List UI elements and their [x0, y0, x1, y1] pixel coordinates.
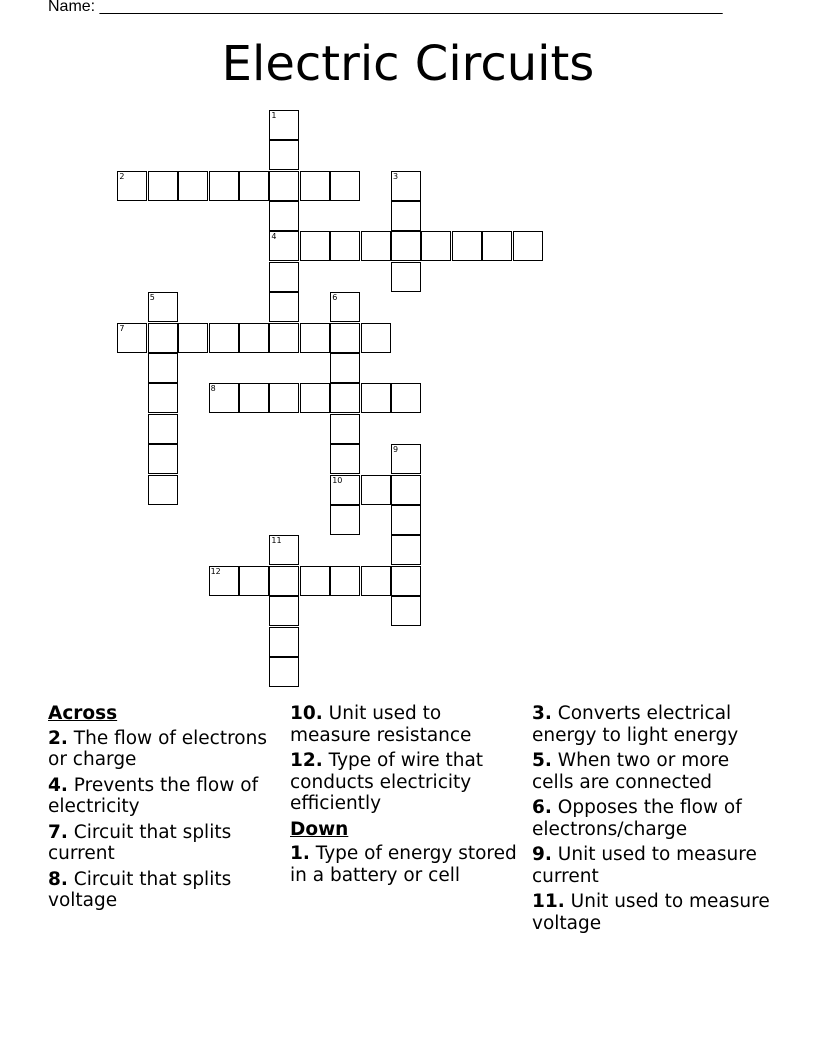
grid-cell[interactable]: [178, 171, 208, 201]
across-clue-10: 10. Unit used to measure resistance: [290, 703, 472, 746]
grid-cell[interactable]: [361, 231, 391, 261]
grid-cell[interactable]: [269, 171, 299, 201]
grid-cell[interactable]: [269, 262, 299, 292]
clue-number: 11: [271, 536, 282, 546]
grid-cell[interactable]: [300, 566, 330, 596]
down-heading: Down: [290, 818, 349, 840]
grid-cell[interactable]: [361, 383, 391, 413]
grid-cell[interactable]: [391, 475, 421, 505]
grid-cell[interactable]: [300, 323, 330, 353]
grid-cell[interactable]: [239, 383, 269, 413]
grid-cell[interactable]: [269, 657, 299, 687]
grid-cell[interactable]: [391, 171, 421, 201]
grid-cell[interactable]: [330, 444, 360, 474]
grid-cell[interactable]: [178, 323, 208, 353]
grid-cell[interactable]: [330, 231, 360, 261]
grid-cell[interactable]: [391, 535, 421, 565]
grid-cell[interactable]: [148, 475, 178, 505]
grid-cell[interactable]: [148, 383, 178, 413]
across-clue-8: 8. Circuit that splits voltage: [48, 868, 232, 911]
grid-cell[interactable]: [330, 383, 360, 413]
grid-cell[interactable]: [148, 444, 178, 474]
grid-cell[interactable]: [148, 414, 178, 444]
grid-cell[interactable]: [269, 231, 299, 261]
grid-cell[interactable]: [148, 353, 178, 383]
clue-number: 10: [332, 475, 343, 485]
grid-cell[interactable]: [269, 596, 299, 626]
down-clue-9: 9. Unit used to measure current: [532, 844, 757, 887]
grid-cell[interactable]: [361, 323, 391, 353]
grid-cell[interactable]: [330, 292, 360, 322]
grid-cell[interactable]: [391, 596, 421, 626]
across-clue-12: 12. Type of wire that conducts electricity efficiently: [290, 750, 484, 814]
grid-cell[interactable]: [269, 140, 299, 170]
grid-cell[interactable]: [330, 353, 360, 383]
grid-cell[interactable]: [391, 444, 421, 474]
clue-number: 2: [119, 171, 125, 181]
clue-number: 3: [393, 171, 399, 181]
down-clue-5: 5. When two or more cells are connected: [532, 750, 730, 793]
clue-column-2: [290, 703, 520, 890]
name-field-label: Name: ______________________________________________________________________: [48, 0, 723, 15]
grid-cell[interactable]: [330, 505, 360, 535]
across-clue-4: 4. Prevents the flow of electricity: [48, 774, 259, 817]
grid-cell[interactable]: [269, 566, 299, 596]
clue-number: 1: [271, 110, 277, 120]
grid-cell[interactable]: [239, 171, 269, 201]
down-clue-1: 1. Type of energy stored in a battery or cell: [290, 843, 517, 886]
grid-cell[interactable]: [482, 231, 512, 261]
across-clue-7: 7. Circuit that splits current: [48, 821, 232, 864]
clue-number: 12: [210, 566, 221, 576]
grid-cell[interactable]: [330, 323, 360, 353]
clue-column-3: [532, 703, 772, 938]
grid-cell[interactable]: [269, 383, 299, 413]
grid-cell[interactable]: [452, 231, 482, 261]
grid-cell[interactable]: [421, 231, 451, 261]
across-clue-2: 2. The flow of electrons or charge: [48, 727, 267, 770]
grid-cell[interactable]: [209, 323, 239, 353]
clue-number: 4: [271, 232, 277, 242]
grid-cell[interactable]: [361, 566, 391, 596]
grid-cell[interactable]: [300, 231, 330, 261]
grid-cell[interactable]: [209, 566, 239, 596]
grid-cell[interactable]: [330, 414, 360, 444]
grid-cell[interactable]: [391, 566, 421, 596]
grid-cell[interactable]: [269, 110, 299, 140]
grid-cell[interactable]: [391, 262, 421, 292]
grid-cell[interactable]: [269, 323, 299, 353]
grid-cell[interactable]: [269, 292, 299, 322]
grid-cell[interactable]: [117, 323, 147, 353]
page-title: Electric Circuits: [221, 36, 595, 92]
grid-cell[interactable]: [269, 201, 299, 231]
clue-number: 8: [210, 384, 216, 394]
grid-cell[interactable]: [269, 535, 299, 565]
grid-cell[interactable]: [300, 171, 330, 201]
grid-cell[interactable]: [361, 475, 391, 505]
grid-cell[interactable]: [330, 171, 360, 201]
grid-cell[interactable]: [391, 505, 421, 535]
clue-number: 5: [149, 293, 155, 303]
grid-cell[interactable]: [117, 171, 147, 201]
grid-cell[interactable]: [239, 566, 269, 596]
grid-cell[interactable]: [330, 475, 360, 505]
clue-column-1: [48, 703, 278, 916]
across-heading: Across: [48, 703, 118, 724]
grid-cell[interactable]: [209, 171, 239, 201]
grid-cell[interactable]: [391, 201, 421, 231]
grid-cell[interactable]: [391, 231, 421, 261]
down-clue-11: 11. Unit used to measure voltage: [532, 891, 770, 934]
down-clue-3: 3. Converts electrical energy to light energy: [532, 703, 739, 746]
grid-cell[interactable]: [148, 171, 178, 201]
clue-number: 9: [393, 445, 399, 455]
clue-number: 6: [332, 293, 338, 303]
grid-cell[interactable]: [300, 383, 330, 413]
grid-cell[interactable]: [209, 383, 239, 413]
clue-number: 7: [119, 323, 125, 333]
down-clue-6: 6. Opposes the flow of electrons/charge: [532, 797, 742, 840]
grid-cell[interactable]: [269, 627, 299, 657]
grid-cell[interactable]: [239, 323, 269, 353]
grid-cell[interactable]: [391, 383, 421, 413]
grid-cell[interactable]: [148, 292, 178, 322]
grid-cell[interactable]: [513, 231, 543, 261]
grid-cell[interactable]: [330, 566, 360, 596]
grid-cell[interactable]: [148, 323, 178, 353]
